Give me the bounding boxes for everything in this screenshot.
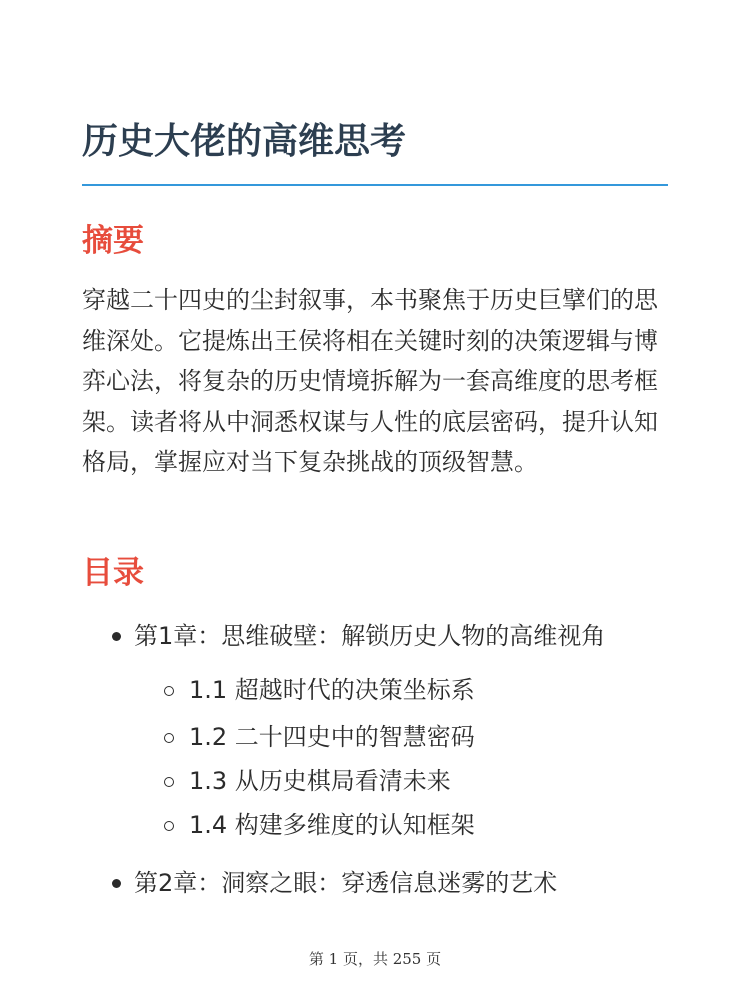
toc-heading: 目录 [82,555,144,591]
disc-bullet-icon [112,879,121,888]
title-divider [82,184,668,186]
abstract-text: 穿越二十四史的尘封叙事，本书聚焦于历史巨擘们的思维深处。它提炼出王侯将相在关键时刻的决策逻辑与博弈心法，将复杂的历史情境拆解为一套高维度的思考框架。读者将从中洞悉权谋与人性的底层密码，提升认知格局，掌握应对当下复杂挑战的顶级智慧。 [82,286,658,476]
toc-chapter-label: 第1章：思维破壁：解锁历史人物的高维视角 [134,622,606,650]
toc-section-label: 1.4 构建多维度的认知框架 [189,811,475,839]
circle-bullet-icon [164,686,174,696]
toc-section-label: 1.1 超越时代的决策坐标系 [189,676,475,704]
circle-bullet-icon [164,821,174,831]
page-number-footer: 第 1 页，共 255 页 [308,950,442,968]
abstract-heading: 摘要 [82,223,144,259]
toc-section-label: 1.2 二十四史中的智慧密码 [189,723,475,751]
circle-bullet-icon [164,733,174,743]
toc-section-label: 1.3 从历史棋局看清未来 [189,767,451,795]
document-title: 历史大佬的高维思考 [82,121,407,162]
disc-bullet-icon [112,632,121,641]
circle-bullet-icon [164,777,174,787]
toc-chapter-label: 第2章：洞察之眼：穿透信息迷雾的艺术 [134,869,558,897]
